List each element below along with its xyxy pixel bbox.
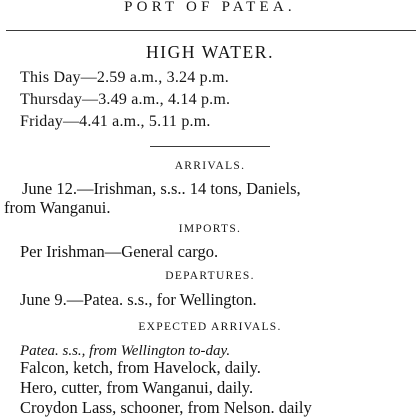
high-water-title: HIGH WATER. xyxy=(145,42,275,62)
masthead-rule xyxy=(6,30,416,31)
tide-row-friday: Friday—4.41 a.m., 5.11 p.m. xyxy=(20,113,211,130)
imports-entry: Per Irishman—General cargo. xyxy=(20,242,219,261)
section-divider xyxy=(150,146,270,147)
arrival-entry-line-1: June 12.—Irishman, s.s.. 14 tons, Daniels, xyxy=(22,179,301,198)
departures-heading: DEPARTURES. xyxy=(165,270,255,282)
imports-heading: IMPORTS. xyxy=(178,223,242,235)
expected-arrival-item: Hero, cutter, from Wanganui, daily. xyxy=(20,378,254,397)
arrival-entry-line-2: from Wanganui. xyxy=(4,198,111,217)
masthead-title: PORT OF PATEA. xyxy=(124,0,296,15)
departures-entry: June 9.—Patea. s.s., for Wellington. xyxy=(20,290,257,309)
expected-arrival-item: Croydon Lass, schooner, from Nelson. daily xyxy=(20,398,312,417)
expected-arrivals-heading: EXPECTED ARRIVALS. xyxy=(138,321,282,333)
expected-arrival-item: Patea. s.s., from Wellington to-day. xyxy=(20,343,231,359)
tide-row-thursday: Thursday—3.49 a.m., 4.14 p.m. xyxy=(20,91,231,108)
tide-row-today: This Day—2.59 a.m., 3.24 p.m. xyxy=(20,69,229,86)
expected-arrival-item: Falcon, ketch, from Havelock, daily. xyxy=(20,358,261,377)
arrivals-heading: ARRIVALS. xyxy=(174,160,246,172)
